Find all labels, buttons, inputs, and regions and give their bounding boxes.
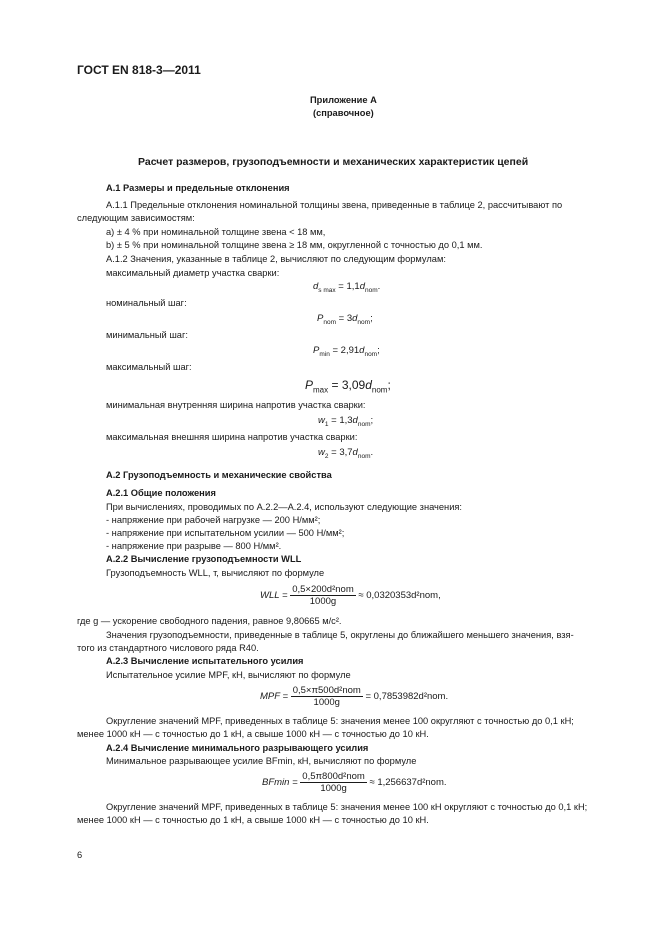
formula-pmax: $P_{max} = 3,09d_{nom}$; (305, 378, 391, 395)
bf-rounding-line1: Округление значений MPF, приведенных в таблице 5: значения менее 100 кН округляют с точностью до 0,1 кН; (106, 802, 588, 812)
list-item-break-stress: - напряжение при разрыве — 800 Н/мм². (106, 541, 282, 551)
wll-rounding-line1: Значения грузоподъемности, приведенные в таблице 5, округлены до ближайшего меньшего значения, взя- (106, 630, 574, 640)
main-title: Расчет размеров, грузоподъемности и механических характеристик цепей (138, 156, 529, 168)
section-a24-heading: А.2.4 Вычисление минимального разрывающего усилия (106, 743, 369, 753)
appendix-title: Приложение А (310, 95, 377, 105)
section-a21-heading: А.2.1 Общие положения (106, 488, 216, 498)
label-max-pitch: максимальный шаг: (106, 362, 192, 372)
label-min-inner-width: минимальная внутренняя ширина напротив участка сварки: (106, 400, 366, 410)
a23-paragraph: Испытательное усилие MPF, кН, вычисляют по формуле (106, 670, 351, 680)
bf-fraction: $\frac{\text{0,5π800d²nom}}{1000g}$ (302, 771, 365, 794)
formula-dmax: $d_{s max} = 1,1d_{nom}$. (313, 281, 381, 294)
bf-rounding-line2: менее 1000 кН — с точностью до 1 кН, а свыше 1000 кН — с точностью до 10 кН. (77, 815, 429, 825)
formula-mpf: MPF = $\frac{\text{0,5×π500d²nom}}{1000g}$ = 0,7853982d²nom. (260, 685, 449, 708)
section-a1-heading: А.1 Размеры и предельные отклонения (106, 183, 290, 193)
a1-item-b: b) ± 5 % при номинальной толщине звена ≥ 18 мм, округленной с точностью до 0,1 мм. (106, 240, 483, 250)
section-a22-heading: А.2.2 Вычисление грузоподъемности WLL (106, 554, 302, 564)
wll-fraction: $\frac{\text{0,5×200d²nom}}{1000g}$ (292, 584, 354, 607)
label-min-pitch: минимальный шаг: (106, 330, 188, 340)
list-item-working-stress: - напряжение при рабочей нагрузке — 200 Н/мм²; (106, 515, 321, 525)
a1-paragraph-line2: следующим зависимостям: (77, 213, 195, 223)
section-a2-heading: А.2 Грузоподъемность и механические свойства (106, 470, 332, 480)
label-max-weld-diameter: максимальный диаметр участка сварки: (106, 268, 280, 278)
a24-paragraph: Минимальное разрывающее усилие BFmin, кН, вычисляют по формуле (106, 756, 417, 766)
gravity-definition: где g — ускорение свободного падения, равное 9,80665 м/с². (77, 616, 342, 626)
formula-bfmin: BFmin = $\frac{\text{0,5π800d²nom}}{1000g}$ ≈ 1,256637d²nom. (262, 771, 447, 794)
a22-paragraph: Грузоподъемность WLL, т, вычисляют по формуле (106, 568, 325, 578)
page-number: 6 (77, 850, 83, 860)
formula-w1: $w_1 = 1,3d_{nom}$; (318, 415, 374, 428)
wll-rounding-line2: того из стандартного числового ряда R40. (77, 643, 259, 653)
list-item-test-stress: - напряжение при испытательном усилии — 500 Н/мм²; (106, 528, 345, 538)
section-a23-heading: А.2.3 Вычисление испытательного усилия (106, 656, 304, 666)
a21-paragraph: При вычислениях, проводимых по А.2.2—А.2.4, используют следующие значения: (106, 502, 463, 512)
label-max-outer-width: максимальная внешняя ширина напротив участка сварки: (106, 432, 358, 442)
mpf-rounding-line2: менее 1000 кН — с точностью до 1 кН, а свыше 1000 кН — с точностью до 10 кН. (77, 729, 429, 739)
document-code: ГОСТ EN 818-3—2011 (77, 63, 201, 77)
mpf-fraction: $\frac{\text{0,5×π500d²nom}}{1000g}$ (292, 685, 361, 708)
appendix-subtitle: (справочное) (313, 108, 374, 118)
label-nominal-pitch: номинальный шаг: (106, 298, 187, 308)
formula-pnom: $P_{nom} = 3d_{nom}$; (317, 313, 373, 326)
formula-pmin: $P_{min} = 2,91d_{nom}$; (313, 345, 380, 358)
a1-2-paragraph: А.1.2 Значения, указанные в таблице 2, вычисляют по следующим формулам: (106, 254, 446, 264)
a1-item-a: а) ± 4 % при номинальной толщине звена < 18 мм, (106, 227, 326, 237)
mpf-rounding-line1: Округление значений MPF, приведенных в таблице 5: значения менее 100 округляют с точностью до 0,1 кН; (106, 716, 574, 726)
formula-w2: $w_2 = 3,7d_{nom}$. (318, 447, 374, 460)
a1-paragraph-line1: А.1.1 Предельные отклонения номинальной толщины звена, приведенные в таблице 2, рассчитывают по (106, 200, 563, 210)
formula-wll: WLL = $\frac{\text{0,5×200d²nom}}{1000g}$ ≈ 0,0320353d²nom, (260, 584, 441, 607)
